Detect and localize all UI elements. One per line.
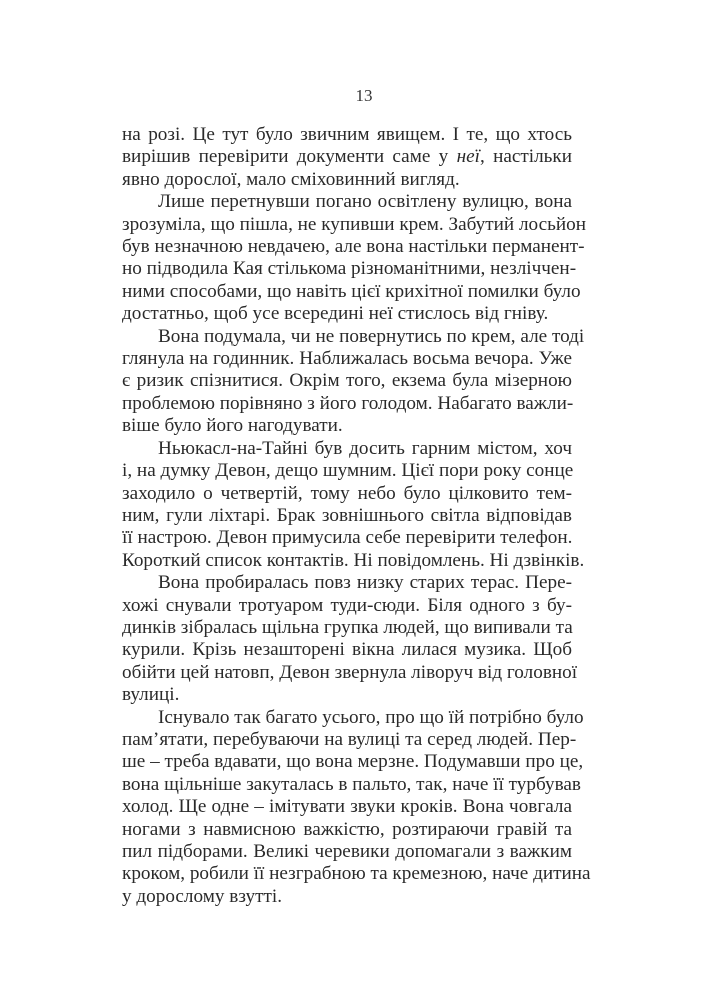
text-line: обійти цей натовп, Девон звернула ліворуч від головної <box>122 661 578 683</box>
text-line: Існувало так багато усього, про що їй потрібно було <box>158 706 584 728</box>
text-line: Короткий список контактів. Ні повідомлень. Ні дзвінків. <box>122 549 585 571</box>
emphasis: нeї <box>456 146 480 168</box>
text-line: но підводила Кая стількома різноманітними, незліччен- <box>122 258 577 280</box>
text-line: вона щільніше закуталась в пальто, так, наче її турбував <box>122 773 581 795</box>
text-line: ногами з навмисною важкістю, розтираючи гравій та <box>122 818 572 840</box>
text-line: ним, гули ліхтарі. Брак зовнішнього світла відповідав <box>122 504 572 526</box>
body-text <box>122 124 591 908</box>
text-line: ше – треба вдавати, що вона мерзне. Подумавши про це, <box>122 751 584 773</box>
text-line: віше було його нагодувати. <box>122 415 343 437</box>
text-line: вулиці. <box>122 684 180 706</box>
text-line: пам’ятати, перебуваючи на вулиці та серед людей. Пер- <box>122 728 577 750</box>
text-line: глянула на годинник. Наближалась восьма вечора. Уже <box>122 348 572 370</box>
text-line: явно дорослої, мало сміховинний вигляд. <box>122 168 460 190</box>
text-line: її настрою. Девон примусила себе перевірити телефон. <box>122 527 573 549</box>
paragraph <box>122 706 591 909</box>
text-line: Ньюкасл-на-Тайні був досить гарним містом, хоч <box>158 437 572 459</box>
text-line: достатньо, щоб усе всередині неї стислось від гніву. <box>122 303 549 325</box>
text-line: і, на думку Девон, дещо шумним. Цієї пори року сонце <box>122 460 574 482</box>
text-line: кроком, робили її незграбною та кремезною, наче дитина <box>122 863 591 885</box>
text-line: заходило о четвертій, тому небо було цілковито тем- <box>122 482 572 504</box>
page-number: 13 <box>355 86 373 105</box>
text-line: зрозуміла, що пішла, не купивши крем. Забутий лосьйон <box>122 213 587 235</box>
paragraph <box>122 124 572 191</box>
text-line: ними способами, що навіть цієї крихітної помилки було <box>122 280 581 302</box>
text-line: Вона подумала, чи не повернутись по крем, але тоді <box>158 325 585 347</box>
text-line: холод. Ще одне – імітувати звуки кроків. Вона човгала <box>122 796 572 818</box>
text-line: хожі снували тротуаром туди-сюди. Біля одного з бу- <box>122 594 572 616</box>
paragraph <box>122 191 587 325</box>
text-line: є ризик спізнитися. Окрім того, екзема була мізерною <box>122 370 572 392</box>
text-line: Вона пробиралась повз низку старих терас. Пере- <box>158 572 572 594</box>
text-line: пил підборами. Великі черевики допомагали з важким <box>122 841 572 862</box>
text-line: динків зібралась щільна групка людей, що випивали та <box>122 616 573 638</box>
text-line: вирішив перевірити документи саме у нeї, настільки <box>122 146 572 168</box>
text-line: на розі. Це тут було звичним явищем. І те, що хтось <box>122 124 572 145</box>
text-line: у дорослому взутті. <box>122 885 282 907</box>
text-line: Лише перетнувши погано освітлену вулицю, вона <box>158 191 572 213</box>
text-line: проблемою порівняно з його голодом. Набагато важли- <box>122 392 574 414</box>
paragraph <box>122 572 578 706</box>
paragraph <box>122 325 585 438</box>
text-line: був незначною невдачею, але вона настільки перманент- <box>122 236 585 258</box>
paragraph <box>122 437 585 572</box>
text-line: курили. Крізь незашторені вікна лилася музика. Щоб <box>122 639 572 661</box>
